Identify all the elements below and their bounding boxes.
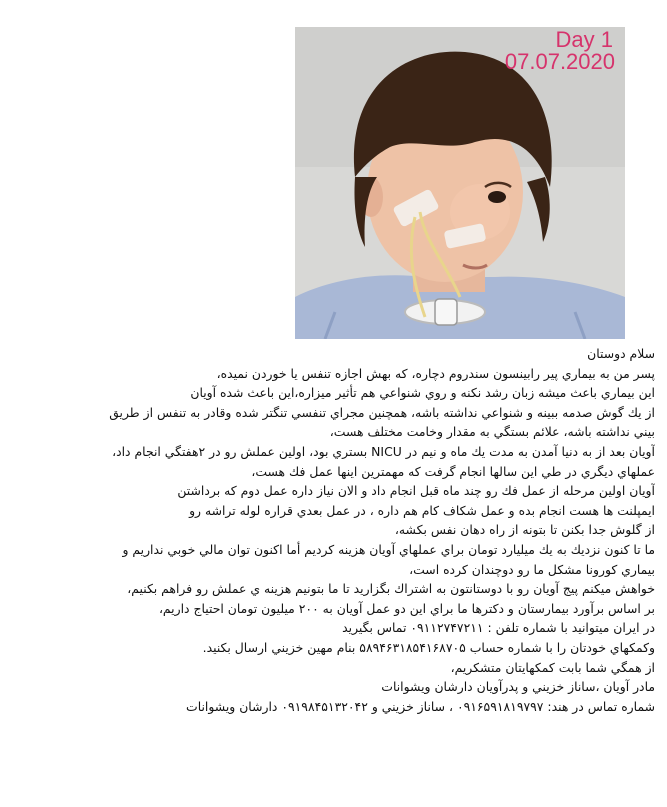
letter-line: آويان اولين مرحله از عمل فك رو چند ماه قبل انجام داد و الان نياز داره عمل دوم كه برداشتن (177, 483, 655, 499)
letter-line: بيني نداشته باشه، علائم بستگي به مقدار وخامت مختلف هست، (329, 424, 655, 440)
letter-line: بر اساس برآورد بيمارستان و دكترها ما براي اين دو عمل آويان به ۲۰۰ ميليون تومان احتياج داريم، (158, 600, 655, 616)
letter-line: وكمكهاي خودتان را با شماره حساب ۵۸۹۴۶۳۱۸۵۴۱۶۸۷۰۵ بنام مهين خزيني ارسال بكنيد. (202, 639, 655, 655)
letter-line: سلام دوستان (587, 346, 655, 361)
letter-line: از گلوش جدا بكنن تا بتونه از راه دهان نفس بكشه، (394, 522, 655, 538)
letter-line: بيماري كورونا مشكل ما رو دوچندان كرده است، (409, 561, 655, 577)
letter-line: آويان بعد از به دنيا آمدن به مدت يك ماه و نيم در NICU بستري بود، اولين عملش رو در ۲هفتگي انجام داد، (112, 443, 655, 459)
letter-line: مادر آويان ،ساناز خزيني و پدرآويان دارشان ويشوانات (381, 679, 655, 695)
letter-line: ايمپلنت ها هست انجام بده و عمل شكاف كام هم داره ، در عمل بعدي قراره لوله تراشه رو (189, 502, 655, 518)
letter-line: اين بيماري باعث ميشه زبان رشد نكنه و روي شنواعي هم تأثير ميزاره،اين باعث شده آويان (190, 385, 655, 401)
letter-line: خواهش ميكنم پيج آويان رو با دوستانتون به اشتراك بگزاريد تا ما بتونيم هزينه ي عملش رو فراهم بكنيم، (127, 581, 655, 597)
letter-line: در ايران ميتوانيد با شماره تلفن : ۰۹۱۱۲۷۴۷۲۱۱ تماس بگيريد (342, 620, 655, 636)
letter-line: از يك گوش صدمه ببينه و شنواعي نداشته باشه، همچنين مجراي تنفسي تنگتر شده وقادر به تنفس از طريق (109, 404, 655, 420)
child-photo (295, 27, 625, 339)
letter-line: شماره تماس در هند: ۰۹۱۶۵۹۱۸۱۹۷۹۷ ، ساناز خزيني و ۰۹۱۹۸۴۵۱۳۲۰۴۲ دارشان ويشوانات (186, 698, 655, 714)
letter-line: پسر من به بيماري پير رابينسون سندروم دچاره، كه بهش اجازه تنفس يا خوردن نميده، (216, 365, 655, 381)
letter-line: عملهاي ديگري در طي اين سالها انجام گرفت كه مهمترين اينها عمل فك هست، (251, 463, 655, 479)
letter-line: ما تا كنون نزديك به يك ميليارد تومان براي عملهاي آويان هزينه كرديم أما اكنون توان مالي خوبي نداريم و (122, 541, 655, 557)
date-label: 07.07.2020 (504, 49, 615, 74)
letter-line: از همگي شما بابت كمكهايتان متشكريم، (450, 659, 655, 675)
letter-body (40, 344, 655, 716)
day-label: Day 1 (555, 27, 613, 52)
